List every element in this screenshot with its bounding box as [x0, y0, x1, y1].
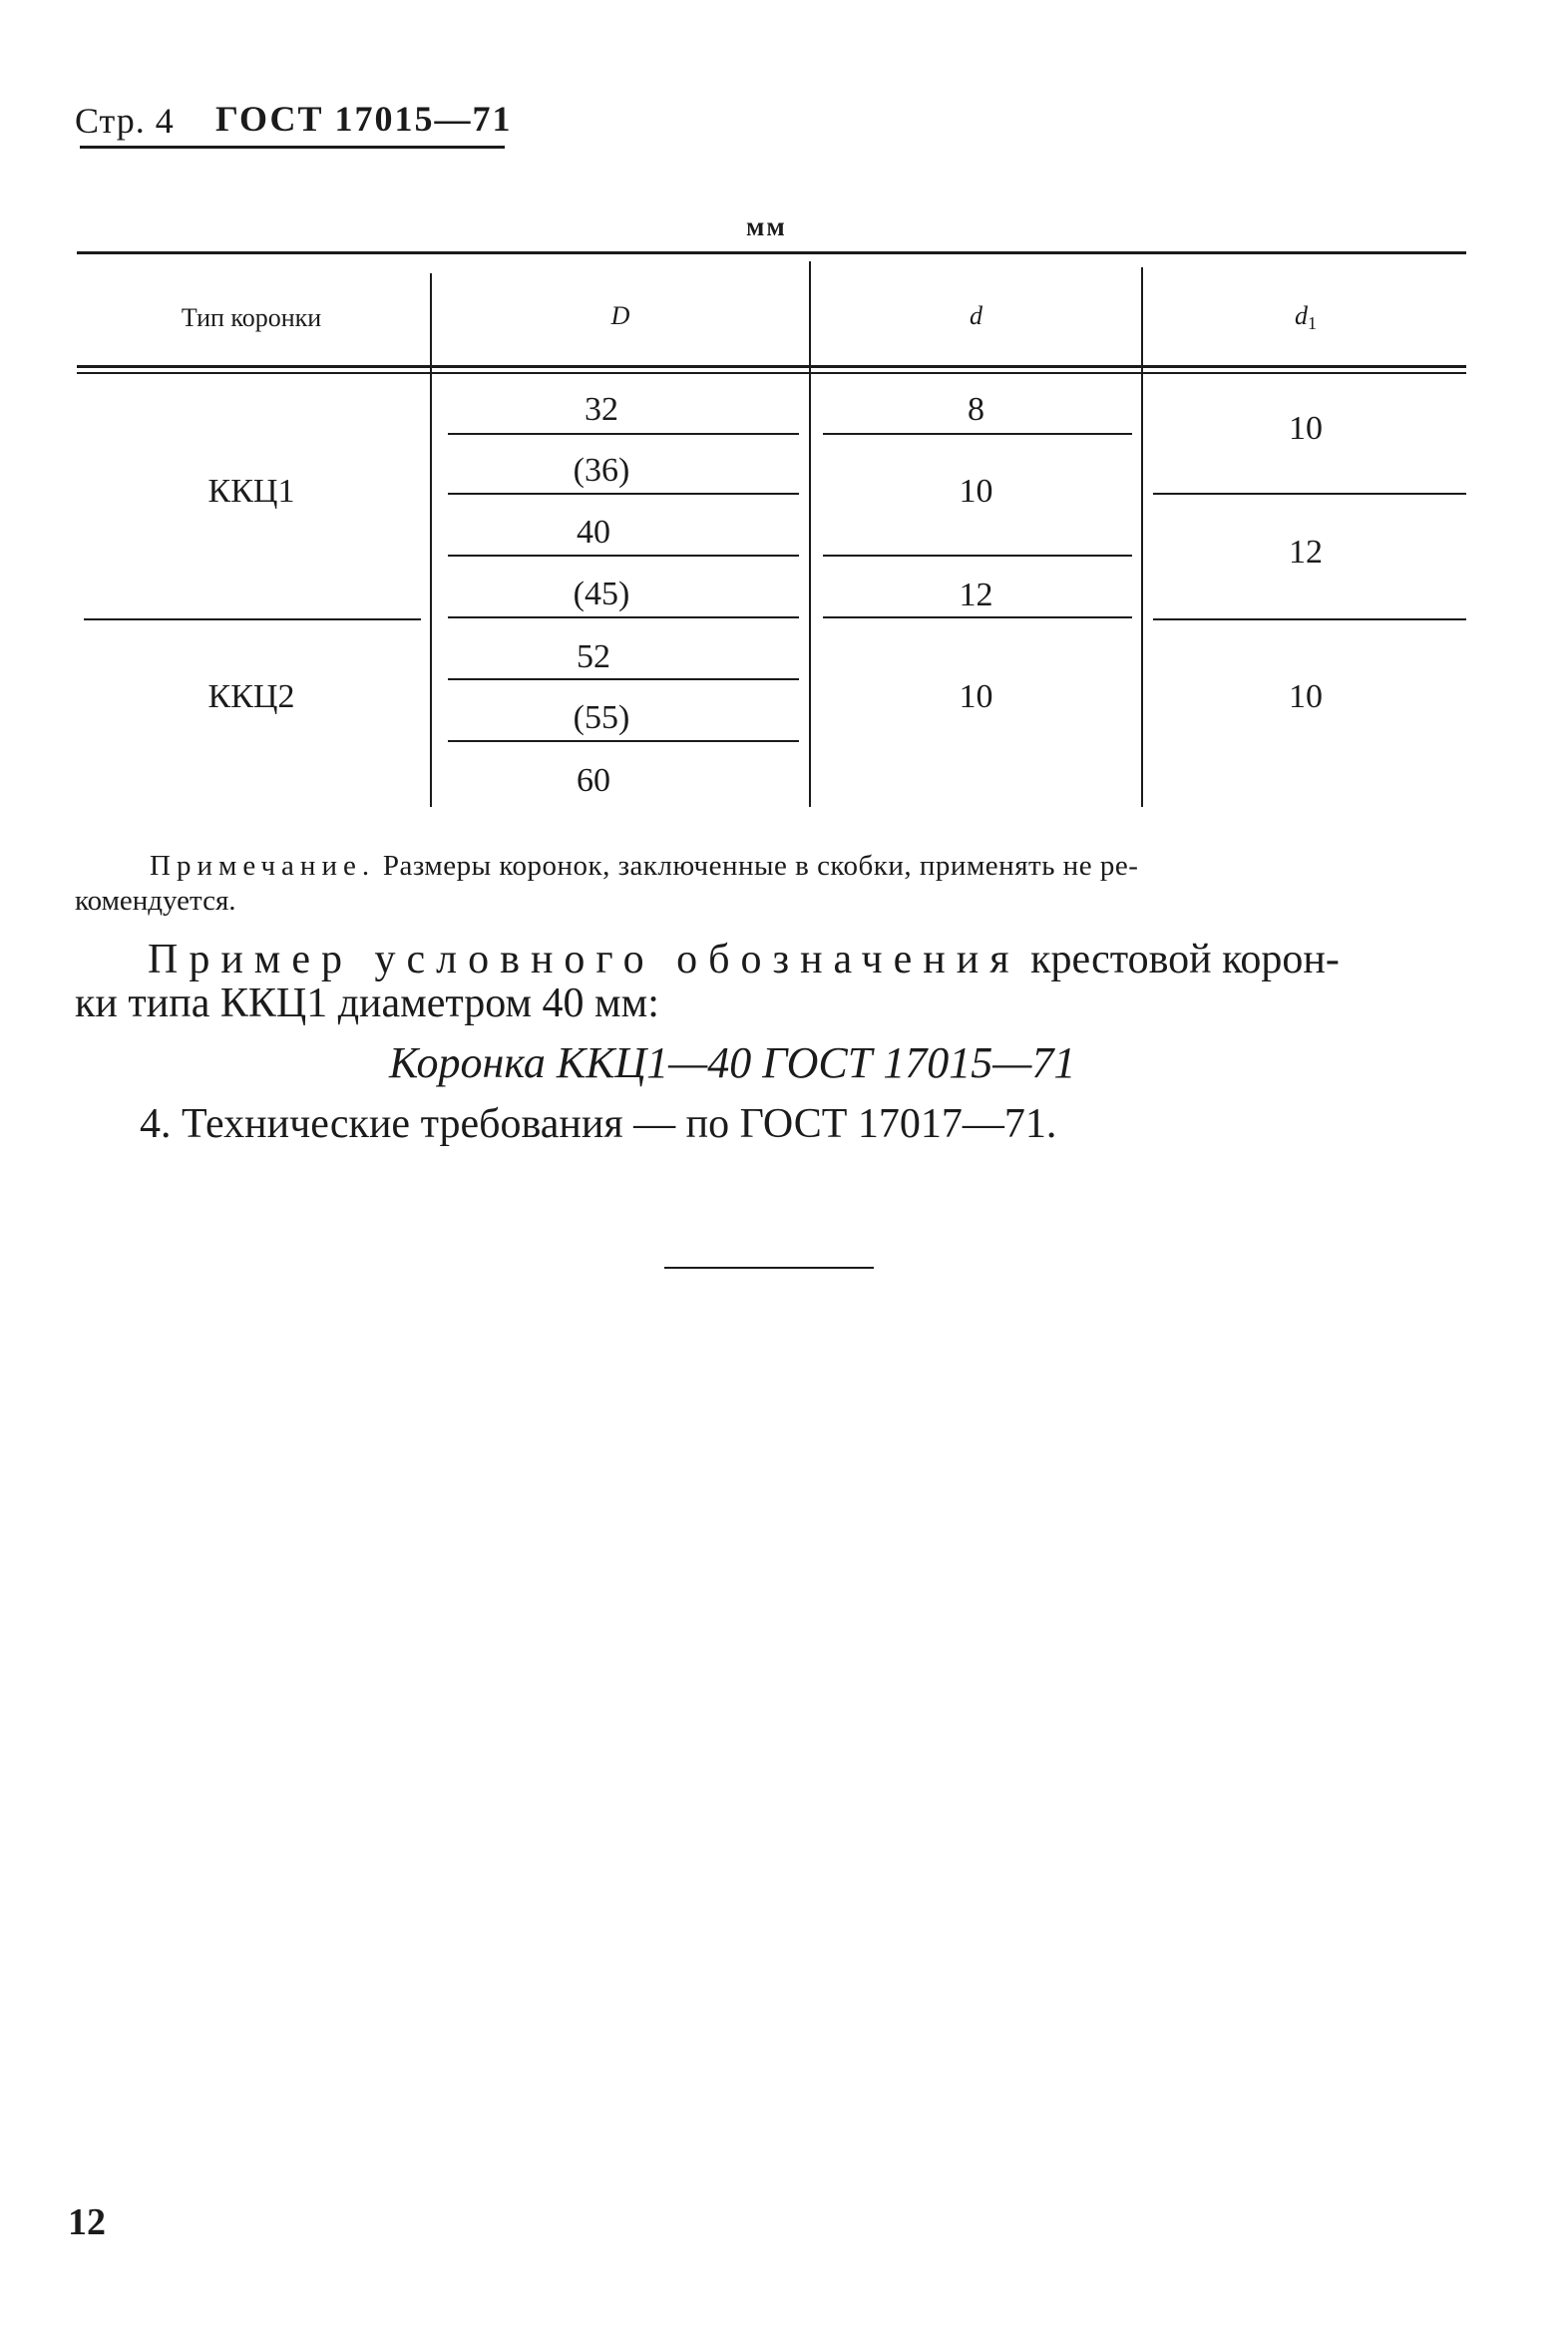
page-number: 12 — [68, 2201, 106, 2243]
d-cell: 12 — [959, 577, 993, 613]
example-line2: ки типа ККЦ1 диаметром 40 мм: — [75, 980, 659, 1026]
group-separator-d1 — [1153, 618, 1466, 620]
example-line1-rest: крестовой корон- — [1030, 937, 1340, 982]
D-cell: (45) — [573, 576, 630, 612]
d1-cell: 12 — [1289, 534, 1323, 571]
example-line1 — [148, 936, 1340, 983]
header-d1 — [1145, 301, 1466, 334]
D-row-line — [448, 740, 799, 742]
header-D: D — [610, 301, 630, 330]
D-cell: (55) — [573, 699, 630, 736]
column-divider-1 — [430, 273, 432, 807]
type-cell-kkts1: ККЦ1 — [207, 473, 295, 510]
d1-cell: 10 — [1289, 678, 1323, 715]
D-row-line — [448, 555, 799, 557]
table-note — [150, 850, 1138, 883]
header-d: d — [970, 301, 982, 330]
note-text-line1: Размеры коронок, заключенные в скобки, применять не ре- — [382, 850, 1139, 882]
page-header-standard: ГОСТ 17015—71 — [215, 99, 513, 139]
header-type: Тип коронки — [181, 303, 322, 332]
d-row-line — [823, 555, 1132, 557]
D-cell: 40 — [577, 514, 610, 551]
D-row-line — [448, 616, 799, 618]
D-row-line — [448, 678, 799, 680]
d-row-line — [823, 433, 1132, 435]
end-rule — [664, 1267, 874, 1269]
header-underline — [80, 146, 505, 149]
example-lead: Пример условного обозначения — [148, 937, 1020, 982]
note-label: Примечание. — [150, 850, 376, 882]
D-row-line — [448, 493, 799, 495]
table-top-rule — [77, 251, 1466, 254]
d-cell: 10 — [959, 473, 993, 510]
example-designation: Коронка ККЦ1—40 ГОСТ 17015—71 — [389, 1038, 1076, 1087]
group-separator-type — [84, 618, 421, 620]
page-header-prefix: Стр. 4 — [75, 101, 175, 141]
D-cell: (36) — [573, 452, 630, 489]
table-unit-label: мм — [746, 211, 787, 241]
d1-cell: 10 — [1289, 410, 1323, 447]
type-cell-kkts2: ККЦ2 — [207, 678, 295, 715]
D-cell: 52 — [577, 638, 610, 675]
column-divider-3 — [1141, 267, 1143, 807]
technical-requirements-clause: 4. Технические требования — по ГОСТ 17017—71. — [140, 1101, 1057, 1147]
table-header-double-rule-top — [77, 365, 1466, 368]
table-header-double-rule-bottom — [77, 372, 1466, 374]
d-cell: 8 — [968, 391, 984, 428]
column-divider-2 — [809, 261, 811, 807]
header-d1-subscript: 1 — [1308, 313, 1317, 333]
d1-row-line — [1153, 493, 1466, 495]
d-cell: 10 — [959, 678, 993, 715]
D-row-line — [448, 433, 799, 435]
header-d1-base: d — [1295, 301, 1308, 330]
D-cell: 32 — [585, 391, 618, 428]
d-row-line — [823, 616, 1132, 618]
note-text-line2: комендуется. — [75, 885, 236, 917]
D-cell: 60 — [577, 762, 610, 799]
